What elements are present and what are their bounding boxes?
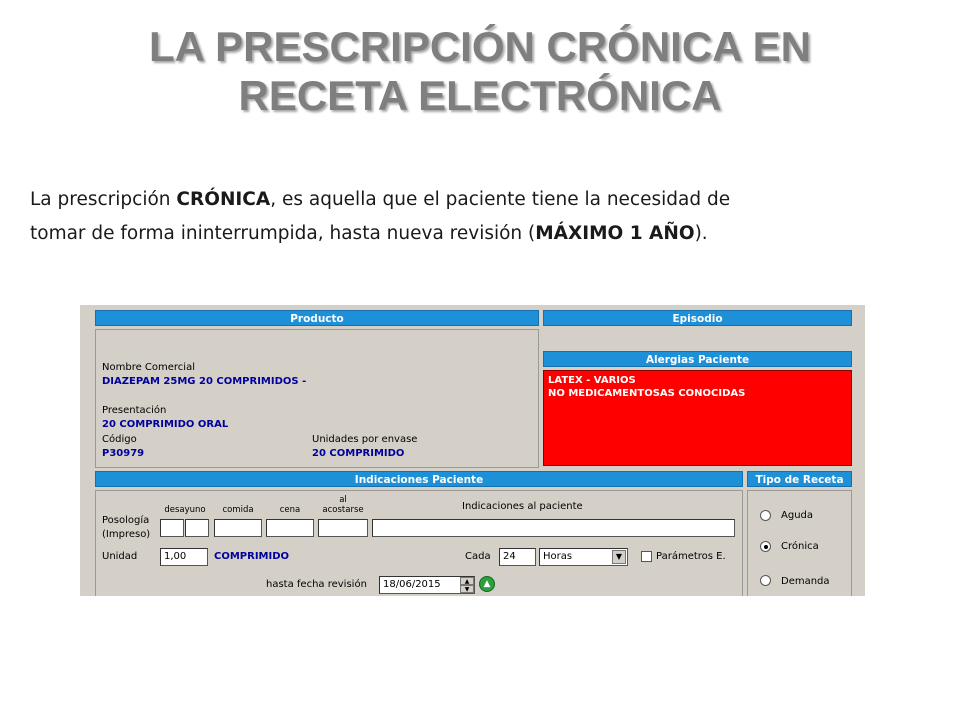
producto-panel xyxy=(95,329,539,468)
radio-demanda[interactable] xyxy=(760,575,771,586)
codigo-label: Código xyxy=(102,434,137,445)
intro-paragraph xyxy=(30,183,910,251)
intro-text: La prescripción xyxy=(30,189,177,210)
acostarse-input[interactable] xyxy=(318,519,368,537)
alergia-item: NO MEDICAMENTOSAS CONOCIDAS xyxy=(548,388,746,399)
intro-text: , es aquella que el paciente tiene la necesidad de xyxy=(270,189,731,210)
acostarse-label-1: al xyxy=(339,495,347,505)
indicaciones-panel xyxy=(95,490,743,596)
nombre-comercial-label: Nombre Comercial xyxy=(102,362,195,373)
presentacion-label: Presentación xyxy=(102,405,167,416)
desayuno-input-2[interactable] xyxy=(185,519,209,537)
radio-demanda-label: Demanda xyxy=(781,576,830,587)
posologia-label: Posología xyxy=(102,515,150,526)
title-line-2: RECETA ELECTRÓNICA xyxy=(238,72,722,119)
producto-header: Producto xyxy=(95,310,539,326)
codigo-value: P30979 xyxy=(102,448,145,459)
radio-cronica-label: Crónica xyxy=(781,541,819,552)
radio-aguda-label: Aguda xyxy=(781,510,814,521)
tipo-receta-panel xyxy=(747,490,852,596)
slide-title xyxy=(0,22,960,120)
revision-date-input[interactable]: 18/06/2015 xyxy=(379,576,475,594)
alergias-header: Alergias Paciente xyxy=(543,351,852,367)
intro-text: ). xyxy=(694,223,708,244)
indicaciones-header: Indicaciones Paciente xyxy=(95,471,743,487)
desayuno-input-1[interactable] xyxy=(160,519,184,537)
comida-input[interactable] xyxy=(214,519,262,537)
periodo-select-value: Horas xyxy=(543,551,573,562)
unidades-value: 20 COMPRIMIDO xyxy=(312,448,405,459)
chevron-down-icon[interactable]: ▼ xyxy=(612,550,626,564)
cena-label: cena xyxy=(279,505,301,515)
unidades-label: Unidades por envase xyxy=(312,434,418,445)
spin-up-icon[interactable]: ▲ xyxy=(460,577,474,585)
intro-bold-cronica: CRÓNICA xyxy=(176,189,271,210)
unidad-text: COMPRIMIDO xyxy=(214,551,290,562)
intro-bold-maximo: MÁXIMO 1 AÑO xyxy=(535,223,695,244)
radio-cronica[interactable] xyxy=(760,541,771,552)
revision-label: hasta fecha revisión xyxy=(266,579,367,590)
desayuno-label: desayuno xyxy=(164,505,206,515)
indicaciones-paciente-label: Indicaciones al paciente xyxy=(462,501,583,512)
title-line-1: LA PRESCRIPCIÓN CRÓNICA EN xyxy=(149,23,811,70)
spin-down-icon[interactable]: ▼ xyxy=(460,585,474,593)
posologia-impreso-label: (Impreso) xyxy=(102,529,151,540)
intro-line-1 xyxy=(30,183,910,217)
comida-label: comida xyxy=(222,505,254,515)
confirm-icon[interactable]: ▲ xyxy=(479,576,495,592)
indicaciones-input[interactable] xyxy=(372,519,735,537)
prescription-window xyxy=(80,305,865,596)
alergia-item: LATEX - VARIOS xyxy=(548,375,636,386)
radio-aguda[interactable] xyxy=(760,510,771,521)
tipo-receta-header: Tipo de Receta xyxy=(747,471,852,487)
cena-input[interactable] xyxy=(266,519,314,537)
alergias-list xyxy=(543,370,852,466)
episodio-header[interactable]: Episodio xyxy=(543,310,852,326)
parametros-checkbox[interactable] xyxy=(641,551,652,562)
cada-label: Cada xyxy=(465,551,491,562)
nombre-comercial-value: DIAZEPAM 25MG 20 COMPRIMIDOS - xyxy=(102,376,307,387)
cada-input[interactable]: 24 xyxy=(499,548,536,566)
acostarse-label-2: acostarse xyxy=(322,505,364,515)
parametros-label: Parámetros E. xyxy=(656,551,726,562)
intro-text: tomar de forma ininterrumpida, hasta nueva revisión ( xyxy=(30,223,536,244)
intro-line-2 xyxy=(30,217,910,251)
presentacion-value: 20 COMPRIMIDO ORAL xyxy=(102,419,229,430)
unidad-label: Unidad xyxy=(102,551,138,562)
unidad-input[interactable]: 1,00 xyxy=(160,548,208,566)
